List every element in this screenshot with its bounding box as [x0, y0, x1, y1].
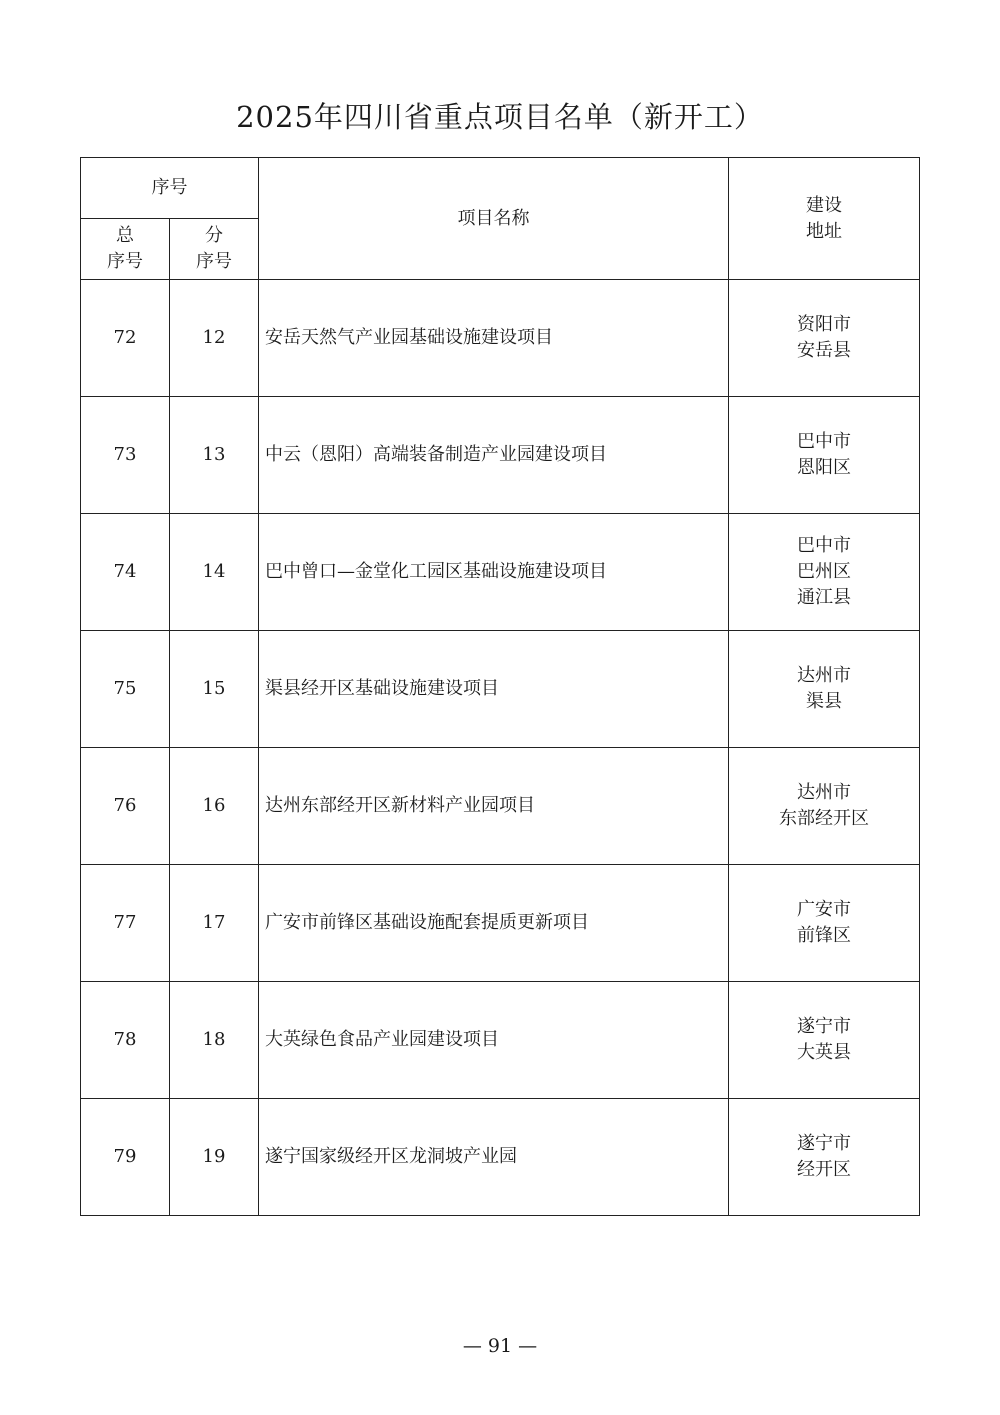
sub-seq-cell: 14 [170, 514, 259, 631]
sub-seq-cell: 15 [170, 631, 259, 748]
table-row [81, 280, 920, 397]
project-name-cell: 渠县经开区基础设施建设项目 [259, 631, 729, 748]
projects-table [80, 157, 920, 1216]
total-seq-cell: 79 [81, 1099, 170, 1216]
location-cell [729, 982, 920, 1099]
location-line: 经开区 [797, 1159, 851, 1180]
page-title: 2025年四川省重点项目名单（新开工） [236, 100, 764, 134]
location-cell [729, 631, 920, 748]
location-line: 东部经开区 [779, 808, 869, 829]
project-name-header: 项目名称 [259, 158, 729, 280]
total-seq-header-line: 序号 [107, 251, 143, 272]
location-line: 恩阳区 [797, 457, 851, 478]
sub-seq-cell: 17 [170, 865, 259, 982]
total-seq-header [81, 219, 170, 280]
sub-seq-cell: 19 [170, 1099, 259, 1216]
location-line: 通江县 [797, 587, 851, 608]
location-line: 达州市 [797, 665, 851, 686]
sub-seq-cell: 13 [170, 397, 259, 514]
table-row [81, 631, 920, 748]
location-line: 大英县 [797, 1042, 851, 1063]
seq-group-header: 序号 [81, 158, 259, 219]
location-header-line: 地址 [806, 220, 842, 242]
table-row [81, 748, 920, 865]
project-name-cell: 大英绿色食品产业园建设项目 [259, 982, 729, 1099]
total-seq-cell: 75 [81, 631, 170, 748]
location-cell [729, 1099, 920, 1216]
location-cell [729, 280, 920, 397]
location-cell [729, 865, 920, 982]
project-name-cell: 达州东部经开区新材料产业园项目 [259, 748, 729, 865]
location-line: 安岳县 [797, 340, 851, 361]
table-row [81, 1099, 920, 1216]
location-cell [729, 514, 920, 631]
location-line: 遂宁市 [797, 1016, 851, 1037]
table-body [81, 158, 920, 1216]
location-cell [729, 397, 920, 514]
header-row-1 [81, 158, 920, 219]
location-line: 资阳市 [797, 314, 851, 335]
location-line: 渠县 [806, 691, 842, 712]
table-row [81, 982, 920, 1099]
table-row [81, 514, 920, 631]
project-name-cell: 安岳天然气产业园基础设施建设项目 [259, 280, 729, 397]
table-row [81, 865, 920, 982]
total-seq-cell: 72 [81, 280, 170, 397]
location-line: 广安市 [797, 899, 851, 920]
table-row [81, 397, 920, 514]
total-seq-cell: 73 [81, 397, 170, 514]
location-line: 达州市 [797, 782, 851, 803]
location-line: 巴州区 [797, 561, 851, 582]
location-line: 遂宁市 [797, 1133, 851, 1154]
location-header-line: 建设 [806, 194, 842, 216]
sub-seq-cell: 16 [170, 748, 259, 865]
project-name-cell: 广安市前锋区基础设施配套提质更新项目 [259, 865, 729, 982]
page-number: — 91 — [462, 1335, 538, 1357]
total-seq-cell: 78 [81, 982, 170, 1099]
total-seq-cell: 74 [81, 514, 170, 631]
project-name-cell: 遂宁国家级经开区龙洞坡产业园 [259, 1099, 729, 1216]
location-line: 前锋区 [797, 925, 851, 946]
sub-seq-header [170, 219, 259, 280]
sub-seq-header-line: 序号 [196, 251, 232, 272]
sub-seq-cell: 12 [170, 280, 259, 397]
total-seq-cell: 76 [81, 748, 170, 865]
sub-seq-cell: 18 [170, 982, 259, 1099]
project-name-cell: 中云（恩阳）高端装备制造产业园建设项目 [259, 397, 729, 514]
total-seq-cell: 77 [81, 865, 170, 982]
total-seq-header-line: 总 [116, 225, 134, 246]
project-name-cell: 巴中曾口—金堂化工园区基础设施建设项目 [259, 514, 729, 631]
location-line: 巴中市 [797, 535, 851, 556]
location-cell [729, 748, 920, 865]
location-header [729, 158, 920, 280]
location-line: 巴中市 [797, 431, 851, 452]
sub-seq-header-line: 分 [205, 225, 223, 246]
